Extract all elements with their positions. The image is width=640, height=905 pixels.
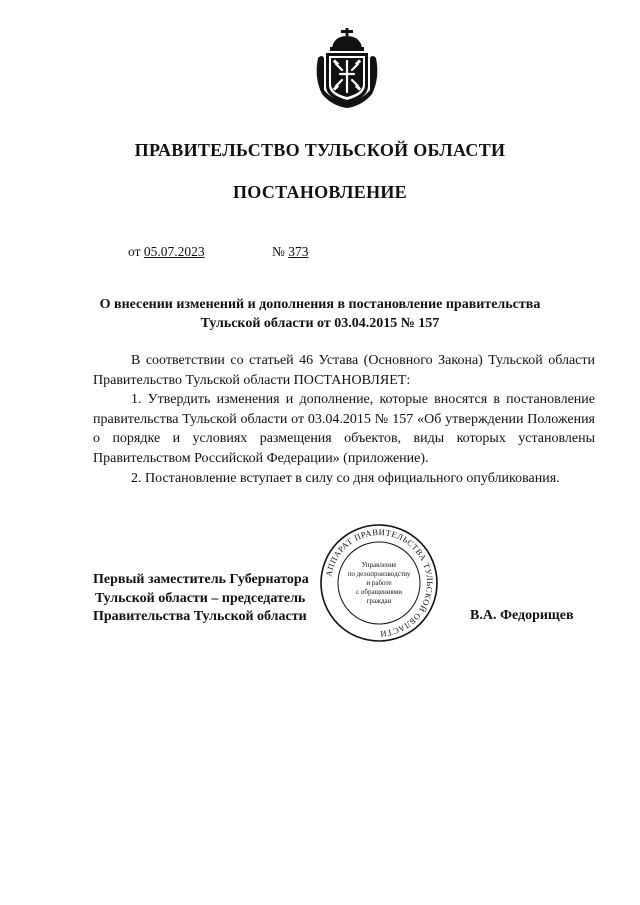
stamp-inner-line: граждан — [366, 597, 392, 605]
government-title: ПРАВИТЕЛЬСТВО ТУЛЬСКОЙ ОБЛАСТИ — [134, 140, 506, 160]
number-prefix: № — [272, 244, 289, 259]
stamp-ring-text: АППАРАТ ПРАВИТЕЛЬСТВА ТУЛЬСКОЙ ОБЛАСТИ — [324, 527, 435, 639]
body-paragraph-1: В соответствии со статьей 46 Устава (Основного Закона) Тульской области Правительство Тульской области ПОСТАНОВЛЯЕТ: — [93, 353, 595, 388]
coat-of-arms-icon — [312, 28, 382, 110]
document-body — [93, 351, 595, 488]
official-stamp — [318, 522, 440, 644]
body-paragraph-3: 2. Постановление вступает в силу со дня официального опубликования. — [131, 470, 560, 486]
stamp-inner-line: с обращениями — [356, 588, 402, 596]
stamp-inner-line: и работе — [366, 579, 392, 587]
number-value: 373 — [288, 244, 309, 259]
signer-line-3: Правительства Тульской области — [93, 609, 307, 624]
subject-line-2: Тульской области от 03.04.2015 № 157 — [200, 316, 440, 331]
subject-line-1: О внесении изменений и дополнения в постановление правительства — [99, 297, 541, 312]
body-paragraph-2: 1. Утвердить изменения и дополнение, которые вносятся в постановление правительства Тульской области от 03.04.2015 № 157 «Об утверждении Положения о порядке и условиях размещения объектов, виды которых установлены Правительством Российской Федерации» (приложение). — [93, 392, 595, 466]
stamp-inner-line: Управление — [361, 561, 397, 569]
date-prefix: от — [128, 244, 144, 259]
document-date — [128, 244, 205, 260]
stamp-inner-line: по делопроизводству — [347, 570, 411, 578]
signer-name: В.А. Федорищев — [470, 608, 574, 623]
document-type: ПОСТАНОВЛЕНИЕ — [233, 182, 407, 202]
document-subject — [80, 295, 560, 333]
document-number — [272, 244, 309, 260]
date-value: 05.07.2023 — [143, 244, 205, 259]
signer-line-1: Первый заместитель Губернатора — [93, 572, 309, 587]
signer-title — [93, 571, 309, 627]
signer-line-2: Тульской области – председатель — [95, 590, 306, 606]
